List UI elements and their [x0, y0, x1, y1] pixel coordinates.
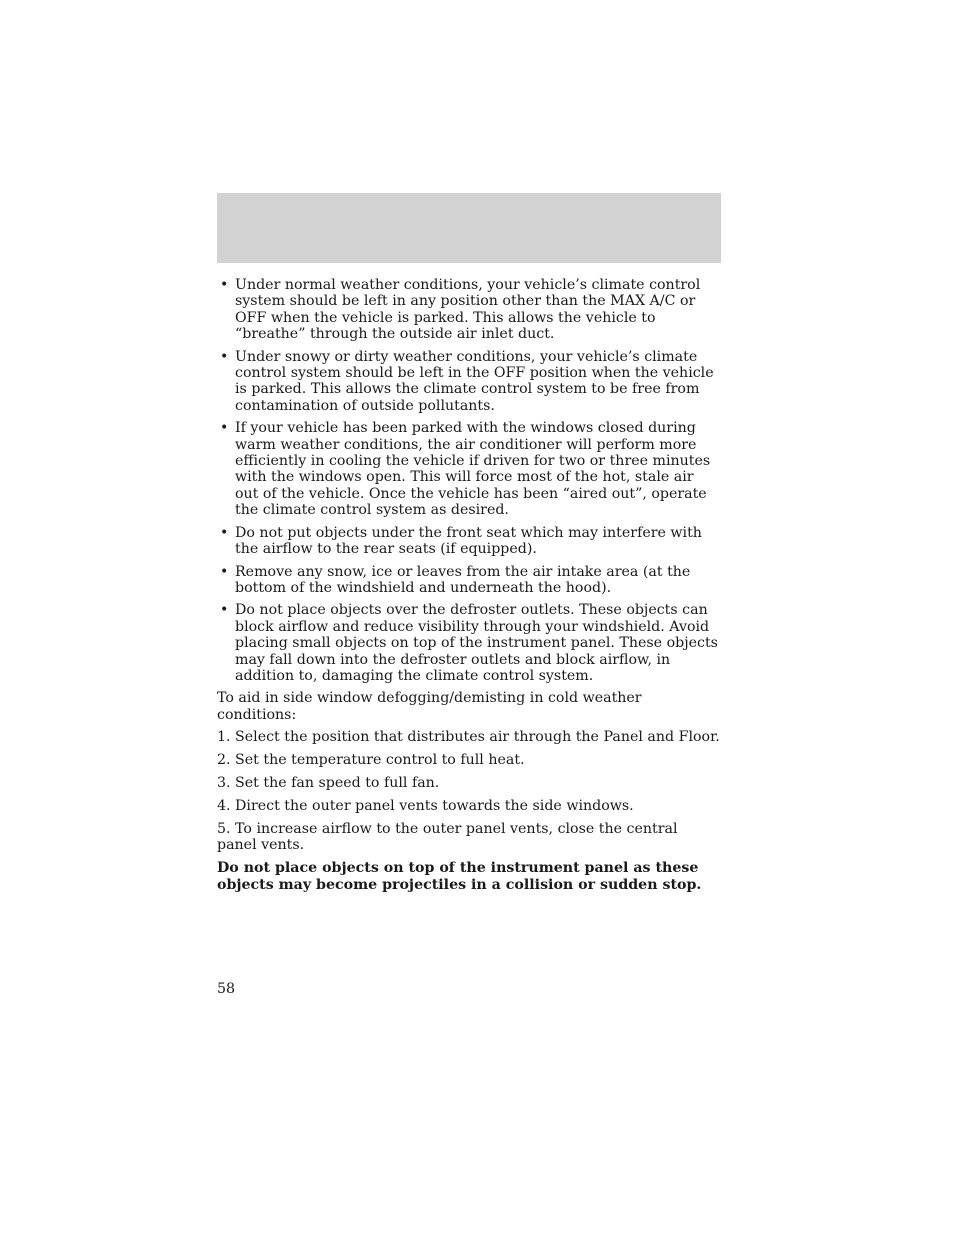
- list-item: [217, 277, 721, 343]
- list-item: [217, 349, 721, 415]
- defog-steps-list: [217, 729, 721, 853]
- list-item-text: Under snowy or dirty weather conditions, your vehicle’s climate control system should be left in the OFF position when the vehicle is parked. This allows the climate control system to be free from contamination of outside pollutants.: [235, 348, 714, 414]
- warning-text: Do not place objects on top of the instrument panel as these objects may become projectiles in a collision or sudden stop.: [217, 860, 702, 893]
- tips-list: [217, 277, 721, 684]
- list-item-text: Do not put objects under the front seat which may interfere with the airflow to the rear seats (if equipped).: [235, 524, 702, 558]
- step-item: 2. Set the temperature control to full heat.: [217, 752, 525, 769]
- list-item: [217, 602, 721, 684]
- list-item: [217, 420, 721, 518]
- list-item: [217, 564, 721, 597]
- step-item: 1. Select the position that distributes air through the Panel and Floor.: [217, 729, 720, 746]
- list-item-text: If your vehicle has been parked with the windows closed during warm weather conditions, the air conditioner will perform more efficiently in cooling the vehicle if driven for two or three minutes with the windows open. This will force most of the hot, stale air out of the vehicle. Once the vehicle has been “aired out”, operate the climate control system as desired.: [235, 420, 711, 519]
- list-item-text: Remove any snow, ice or leaves from the air intake area (at the bottom of the windshield and underneath the hood).: [235, 563, 691, 596]
- page-content: [217, 277, 721, 893]
- section-header-band: [217, 193, 721, 263]
- list-item-text: Do not place objects over the defroster outlets. These objects can block airflow and reduce visibility through your windshield. Avoid placing small objects on top of the instrument panel. These objects may fall down into the defroster outlets and block airflow, in addition to, damaging the climate control system.: [235, 602, 718, 684]
- intro-paragraph: To aid in side window defogging/demisting in cold weather conditions:: [217, 690, 642, 723]
- page-number: 58: [217, 981, 236, 997]
- step-item: 5. To increase airflow to the outer panel vents, close the central panel vents.: [217, 820, 678, 854]
- bullet-icon: •: [220, 348, 229, 365]
- bullet-icon: •: [220, 420, 229, 437]
- bullet-icon: •: [220, 563, 229, 580]
- bullet-icon: •: [220, 602, 229, 619]
- step-item: 4. Direct the outer panel vents towards the side windows.: [217, 797, 634, 814]
- bullet-icon: •: [220, 277, 229, 293]
- step-item: 3. Set the fan speed to full fan.: [217, 774, 440, 791]
- list-item-text: Under normal weather conditions, your vehicle’s climate control system should be left in any position other than the MAX A/C or OFF when the vehicle is parked. This allows the vehicle to “breathe” through the outside air inlet duct.: [235, 277, 701, 343]
- bullet-icon: •: [220, 524, 229, 541]
- list-item: [217, 525, 721, 558]
